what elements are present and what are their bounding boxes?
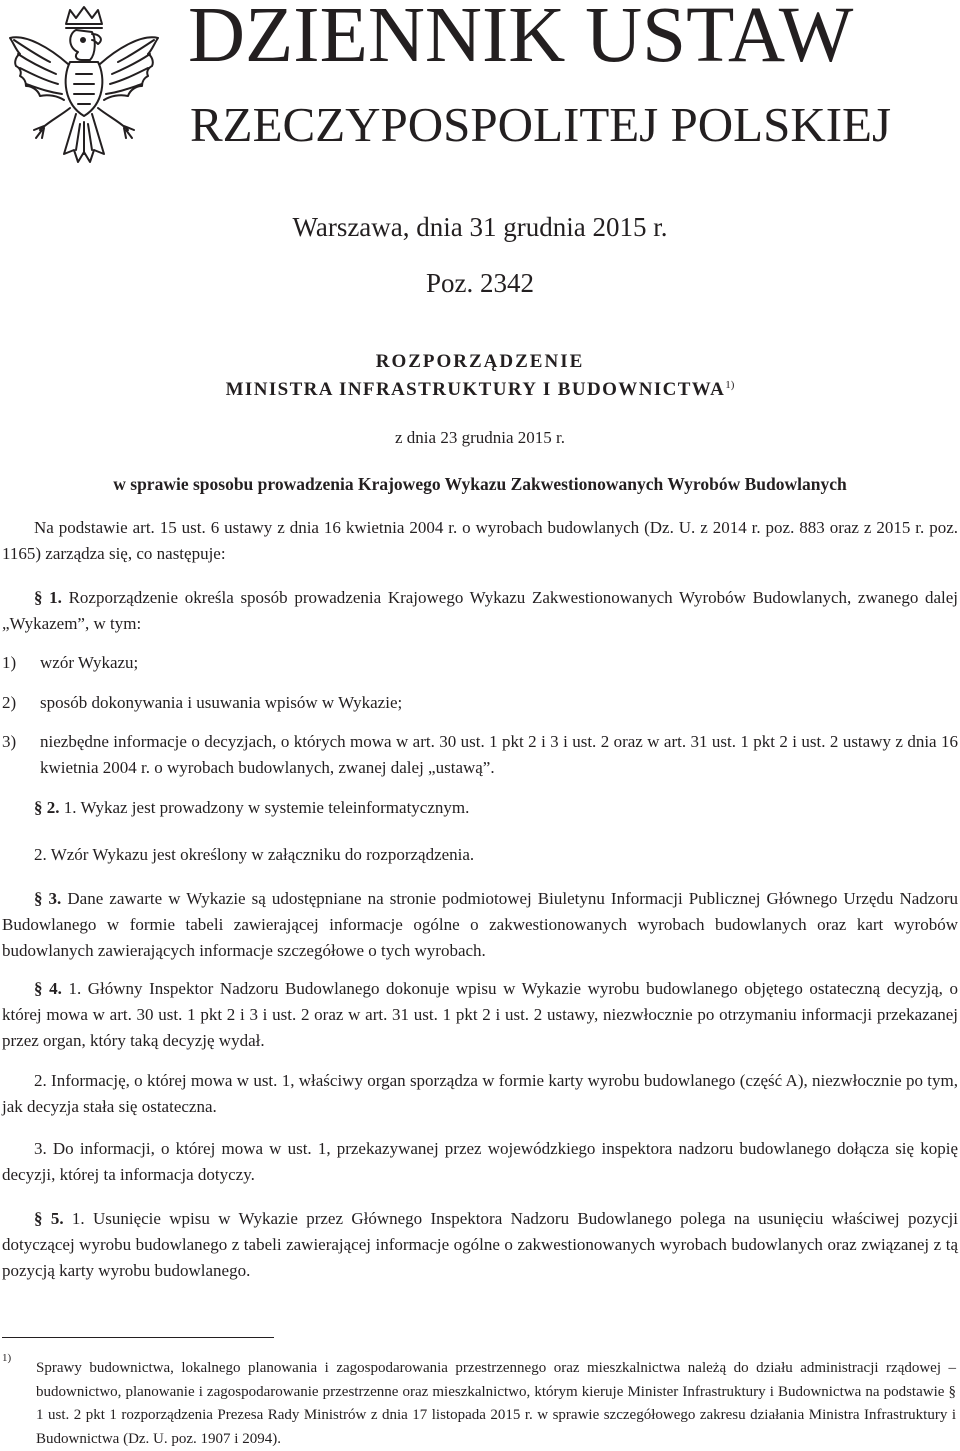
section-3-text: Dane zawarte w Wykazie są udostępniane na stronie podmiotowej Biuletynu Informacji Publicznej Głównego Urzędu Nadzoru Budowlanego w formie tabeli zawierającej informacje ogólne o zakwestionowanych wyrobach budowlanych oraz kart wyrobów budowlanych zawierających informacje szczegółowe o tych wyrobach. xyxy=(2,889,959,960)
section-3-label: § 3. xyxy=(34,889,62,908)
list-item-text: sposób dokonywania i usuwania wpisów w Wykazie; xyxy=(40,693,403,712)
section-1-text: Rozporządzenie określa sposób prowadzenia Krajowego Wykazu Zakwestionowanych Wyrobów Budowlanych, zwanego dalej „Wykazem”, w tym: xyxy=(2,588,959,633)
preamble: Na podstawie art. 15 ust. 6 ustawy z dnia 16 kwietnia 2004 r. o wyrobach budowlanych (Dz. U. z 2014 r. poz. 883 oraz z 2015 r. poz. 1165) zarządza się, co następuje: xyxy=(2,518,958,563)
list-item-number: 3) xyxy=(2,732,17,751)
list-item xyxy=(2,650,958,676)
section-4-paragraph-1: 1. Główny Inspektor Nadzoru Budowlanego dokonuje wpisu w Wykazie wyrobu budowlanego objętego ostateczną decyzją, o której mowa w art. 30 ust. 1 pkt 2 i 3 i ust. 2 oraz w art. 31 ust. 1 pkt 2 i ust. 2 ustawy, niezwłocznie po otrzymaniu informacji przekazanej przez organ, który taką decyzję wydał. xyxy=(2,979,959,1050)
footnote-reference: 1) xyxy=(725,379,735,391)
act-subject: w sprawie sposobu prowadzenia Krajowego Wykazu Zakwestionowanych Wyrobów Budowlanych xyxy=(113,474,847,494)
masthead-subtitle: RZECZYPOSPOLITEJ POLSKIEJ xyxy=(190,97,892,152)
section-1 xyxy=(2,585,958,637)
section-4-paragraph-2: 2. Informację, o której mowa w ust. 1, właściwy organ sporządza w formie karty wyrobu budowlanego (część A), niezwłocznie po tym, jak decyzja stała się ostateczna. xyxy=(2,1071,958,1116)
publication-date: Warszawa, dnia 31 grudnia 2015 r. xyxy=(292,212,668,242)
act-type-heading: ROZPORZĄDZENIE xyxy=(375,351,585,372)
list-item-number: 2) xyxy=(2,693,17,712)
position-number: Poz. 2342 xyxy=(426,268,534,298)
act-date: z dnia 23 grudnia 2015 r. xyxy=(395,428,565,447)
polish-eagle-emblem-icon xyxy=(4,4,164,176)
section-4-label: § 4. xyxy=(34,979,62,998)
list-item-text: wzór Wykazu; xyxy=(40,653,139,672)
act-issuer-name: MINISTRA INFRASTRUKTURY I BUDOWNICTWA xyxy=(225,379,726,400)
section-5-label: § 5. xyxy=(34,1209,64,1228)
footnote-mark: 1) xyxy=(2,1352,12,1364)
section-2-paragraph-2: 2. Wzór Wykazu jest określony w załączniku do rozporządzenia. xyxy=(34,845,475,864)
footnote-text: Sprawy budownictwa, lokalnego planowania i zagospodarowania przestrzennego oraz mieszkalnictwa należą do działu administracji rządowej – budownictwo, planowanie i zagospodarowanie przestrzenne oraz mieszkalnictwo, którym kieruje Minister Infrastruktury i Budownictwa na podstawie § 1 ust. 2 pkt 1 rozporządzenia Prezesa Rady Ministrów z dnia 17 listopada 2015 r. w sprawie szczegółowego zakresu działania Ministra Infrastruktury i Budownictwa (Dz. U. poz. 1907 i 2094). xyxy=(36,1360,956,1447)
act-issuer-heading xyxy=(0,379,960,401)
section-4-paragraph-3: 3. Do informacji, o której mowa w ust. 1, przekazywanej przez wojewódzkiego inspektora nadzoru budowlanego dołącza się kopię decyzji, której ta informacja dotyczy. xyxy=(2,1139,958,1184)
list-item xyxy=(2,729,958,781)
section-2-paragraph-1: 1. Wykaz jest prowadzony w systemie teleinformatycznym. xyxy=(63,798,470,817)
list-item-text: niezbędne informacje o decyzjach, o których mowa w art. 30 ust. 1 pkt 2 i 3 i ust. 2 oraz w art. 31 ust. 1 pkt 2 i ust. 2 ustawy z dnia 16 kwietnia 2004 r. o wyrobach budowlanych, zwanej dalej „ustawą”. xyxy=(40,732,958,777)
section-2 xyxy=(2,795,958,821)
section-5-paragraph-1: 1. Usunięcie wpisu w Wykazie przez Głównego Inspektora Nadzoru Budowlanego polega na usunięciu właściwej pozycji dotyczącej wyrobu budowlanego z tabeli zawierającej informacje ogólne o zakwestionowanych wyrobach budowlanych oraz związanej z tą pozycją karty wyrobu budowlanego. xyxy=(2,1209,958,1280)
masthead-title: DZIENNIK USTAW xyxy=(188,0,854,79)
section-1-label: § 1. xyxy=(34,588,62,607)
footnote-divider xyxy=(2,1337,274,1338)
list-item-number: 1) xyxy=(2,653,17,672)
list-item xyxy=(2,690,958,716)
section-4 xyxy=(2,976,958,1054)
section-2-label: § 2. xyxy=(34,798,60,817)
section-3 xyxy=(2,886,958,964)
section-5 xyxy=(2,1206,958,1284)
